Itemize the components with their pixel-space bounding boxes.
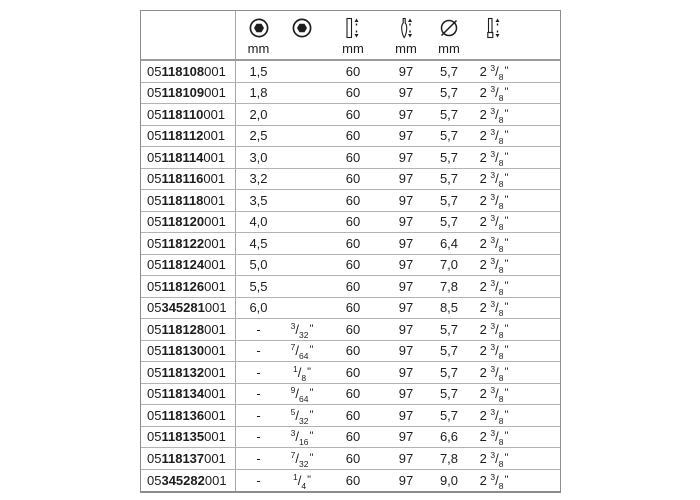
table-row [141,470,560,492]
handle-diameter-value: 5,7 [439,128,459,144]
blade-length-value: 60 [345,106,361,122]
hex-size-inch-value: $^9/_{64}$" [290,385,314,405]
hex-size-mm-value: - [256,450,261,466]
blade-length-value: 60 [345,300,361,316]
handle-diameter-value: 7,0 [439,257,459,273]
overall-length-inch-value: 2 $^3/_8$" [479,256,509,276]
handle-diameter-value: 5,7 [439,386,459,402]
overall-length-inch-value: 2 $^3/_8$" [479,62,509,82]
overall-length-inch-value: 2 $^3/_8$" [479,234,509,254]
handle-diameter-value: 5,7 [439,106,459,122]
handle-diameter-value: 8,5 [439,300,459,316]
blade-length-value: 60 [345,278,361,294]
hex-size-inch-value: $^7/_{64}$" [290,342,314,362]
unit-label: mm [395,41,417,56]
blade-length-value: 60 [345,63,361,79]
blade-length-value: 60 [345,321,361,337]
hex-size-mm-value: - [256,321,261,337]
handle-diameter-value: 5,7 [439,364,459,380]
overall-length-inch-value: 2 $^3/_8$" [479,170,509,190]
overall-length-inch-value: 2 $^3/_8$" [479,213,509,233]
blade-length-value: 60 [345,214,361,230]
overall-length-header-cell [469,11,519,59]
hex-size-mm-value: - [256,429,261,445]
blade-length-value: 60 [345,472,361,488]
table-row [141,126,560,148]
handle-diameter-value: 6,6 [439,429,459,445]
handle-diameter-value: 7,8 [439,278,459,294]
diameter-icon [438,16,460,40]
blade-length-value: 60 [345,386,361,402]
hex-size-mm-value: 6,0 [249,300,268,316]
table-row [141,362,560,384]
part-number: 05118114001 [141,147,236,168]
hex-size-mm-value: 3,2 [249,171,268,187]
table-row [141,212,560,234]
hex-size-mm-value: 3,5 [249,192,268,208]
table-row [141,83,560,105]
part-number: 05118116001 [141,169,236,190]
overall-length-inch-value: 2 $^3/_8$" [479,299,509,319]
hex-size-inch-value: $^5/_{32}$" [290,406,314,426]
part-number: 05118109001 [141,83,236,104]
hex-size-inch-value: $^3/_{16}$" [290,428,314,448]
handle-diameter-value: 7,8 [439,450,459,466]
handle-length-value: 97 [398,257,414,273]
part-number: 05118134001 [141,384,236,405]
hex-size-mm-value: 1,5 [249,63,268,79]
overall-length-inch-value: 2 $^3/_8$" [479,406,509,426]
overall-length-inch-value: 2 $^3/_8$" [479,148,509,168]
overall-length-inch-value: 2 $^3/_8$" [479,191,509,211]
hex-size-mm-value: - [256,343,261,359]
table-row [141,61,560,83]
table-row [141,190,560,212]
hex-size-inch-value: $^1/_4$" [293,471,311,491]
spec-table [140,10,561,493]
table-row [141,341,560,363]
overall-length-inch-value: 2 $^3/_8$" [479,277,509,297]
blade-tip-length-icon [487,16,501,40]
blade-length-icon [346,16,360,40]
blade-length-value: 60 [345,85,361,101]
handle-length-value: 97 [398,364,414,380]
unit-label: mm [247,41,270,56]
blade-length-value: 60 [345,407,361,423]
part-number: 05118135001 [141,427,236,448]
part-number: 05118132001 [141,362,236,383]
table-header [141,11,560,61]
handle-length-value: 97 [398,300,414,316]
hex-size-mm-value: - [256,386,261,402]
handle-diameter-header-cell [429,11,469,59]
hex-size-mm-value: 2,5 [249,128,268,144]
table-row [141,104,560,126]
handle-diameter-value: 6,4 [439,235,459,251]
blade-length-value: 60 [345,257,361,273]
table-body [141,61,560,491]
hex-size-mm-value: 3,0 [249,149,268,165]
handle-length-value: 97 [398,149,414,165]
header-spacer [519,11,560,59]
part-number: 05118122001 [141,233,236,254]
hex-size-mm-value: 1,8 [249,85,268,101]
blade-length-value: 60 [345,235,361,251]
part-number: 05118126001 [141,276,236,297]
unit-label: mm [342,41,364,56]
table-row [141,255,560,277]
handle-diameter-value: 5,7 [439,85,459,101]
handle-diameter-value: 5,7 [439,149,459,165]
handle-length-value: 97 [398,429,414,445]
overall-length-inch-value: 2 $^3/_8$" [479,428,509,448]
overall-length-inch-value: 2 $^3/_8$" [479,385,509,405]
handle-length-value: 97 [398,171,414,187]
handle-length-value: 97 [398,63,414,79]
hex-size-mm-value: 4,5 [249,235,268,251]
hex-size-inch-header-cell [281,11,323,59]
part-number: 05118108001 [141,61,236,82]
part-number: 05118137001 [141,448,236,469]
blade-length-value: 60 [345,450,361,466]
overall-length-inch-value: 2 $^3/_8$" [479,342,509,362]
overall-length-inch-value: 2 $^3/_8$" [479,105,509,125]
handle-length-value: 97 [398,472,414,488]
hex-size-inch-value: $^3/_{32}$" [290,320,314,340]
hex-size-mm-value: - [256,472,261,488]
handle-diameter-value: 5,7 [439,214,459,230]
handle-length-value: 97 [398,407,414,423]
part-number: 05118118001 [141,190,236,211]
blade-length-header-cell [323,11,383,59]
overall-length-inch-value: 2 $^3/_8$" [479,127,509,147]
handle-length-value: 97 [398,192,414,208]
part-number: 05118136001 [141,405,236,426]
handle-diameter-value: 9,0 [439,472,459,488]
hex-size-mm-value: 5,0 [249,257,268,273]
hex-size-mm-value: 2,0 [249,106,268,122]
handle-length-value: 97 [398,321,414,337]
handle-length-value: 97 [398,278,414,294]
overall-length-inch-value: 2 $^3/_8$" [479,84,509,104]
part-number: 05345281001 [141,298,236,319]
hex-size-mm-header-cell [236,11,281,59]
blade-length-value: 60 [345,128,361,144]
handle-length-value: 97 [398,128,414,144]
handle-length-value: 97 [398,343,414,359]
table-row [141,298,560,320]
part-number: 05118120001 [141,212,236,233]
table-row [141,384,560,406]
handle-length-value: 97 [398,85,414,101]
handle-length-value: 97 [398,450,414,466]
hex-size-inch-value: $^7/_{32}$" [290,449,314,469]
part-number-header-cell [141,11,236,59]
table-row [141,405,560,427]
table-row [141,319,560,341]
handle-diameter-value: 5,7 [439,321,459,337]
hex-size-inch-value: $^1/_8$" [293,363,311,383]
handle-diameter-value: 5,7 [439,63,459,79]
handle-length-header-cell [383,11,429,59]
table-row [141,276,560,298]
part-number: 05118124001 [141,255,236,276]
table-row [141,233,560,255]
handle-length-value: 97 [398,235,414,251]
overall-length-inch-value: 2 $^3/_8$" [479,471,509,491]
handle-diameter-value: 5,7 [439,192,459,208]
handle-diameter-value: 5,7 [439,171,459,187]
unit-label: mm [438,41,460,56]
overall-length-inch-value: 2 $^3/_8$" [479,449,509,469]
handle-diameter-value: 5,7 [439,407,459,423]
handle-length-value: 97 [398,106,414,122]
hex-size-mm-value: 5,5 [249,278,268,294]
table-row [141,427,560,449]
part-number: 05118128001 [141,319,236,340]
blade-length-value: 60 [345,343,361,359]
handle-length-value: 97 [398,386,414,402]
hex-socket-icon [292,16,312,40]
blade-length-value: 60 [345,364,361,380]
hex-socket-icon [249,16,269,40]
blade-length-value: 60 [345,429,361,445]
handle-length-icon [399,16,413,40]
handle-diameter-value: 5,7 [439,343,459,359]
part-number: 05345282001 [141,470,236,492]
hex-size-mm-value: 4,0 [249,214,268,230]
overall-length-inch-value: 2 $^3/_8$" [479,363,509,383]
table-row [141,147,560,169]
table-row [141,448,560,470]
overall-length-inch-value: 2 $^3/_8$" [479,320,509,340]
hex-size-mm-value: - [256,407,261,423]
blade-length-value: 60 [345,171,361,187]
hex-size-mm-value: - [256,364,261,380]
blade-length-value: 60 [345,192,361,208]
part-number: 05118112001 [141,126,236,147]
table-row [141,169,560,191]
handle-length-value: 97 [398,214,414,230]
blade-length-value: 60 [345,149,361,165]
part-number: 05118110001 [141,104,236,125]
part-number: 05118130001 [141,341,236,362]
